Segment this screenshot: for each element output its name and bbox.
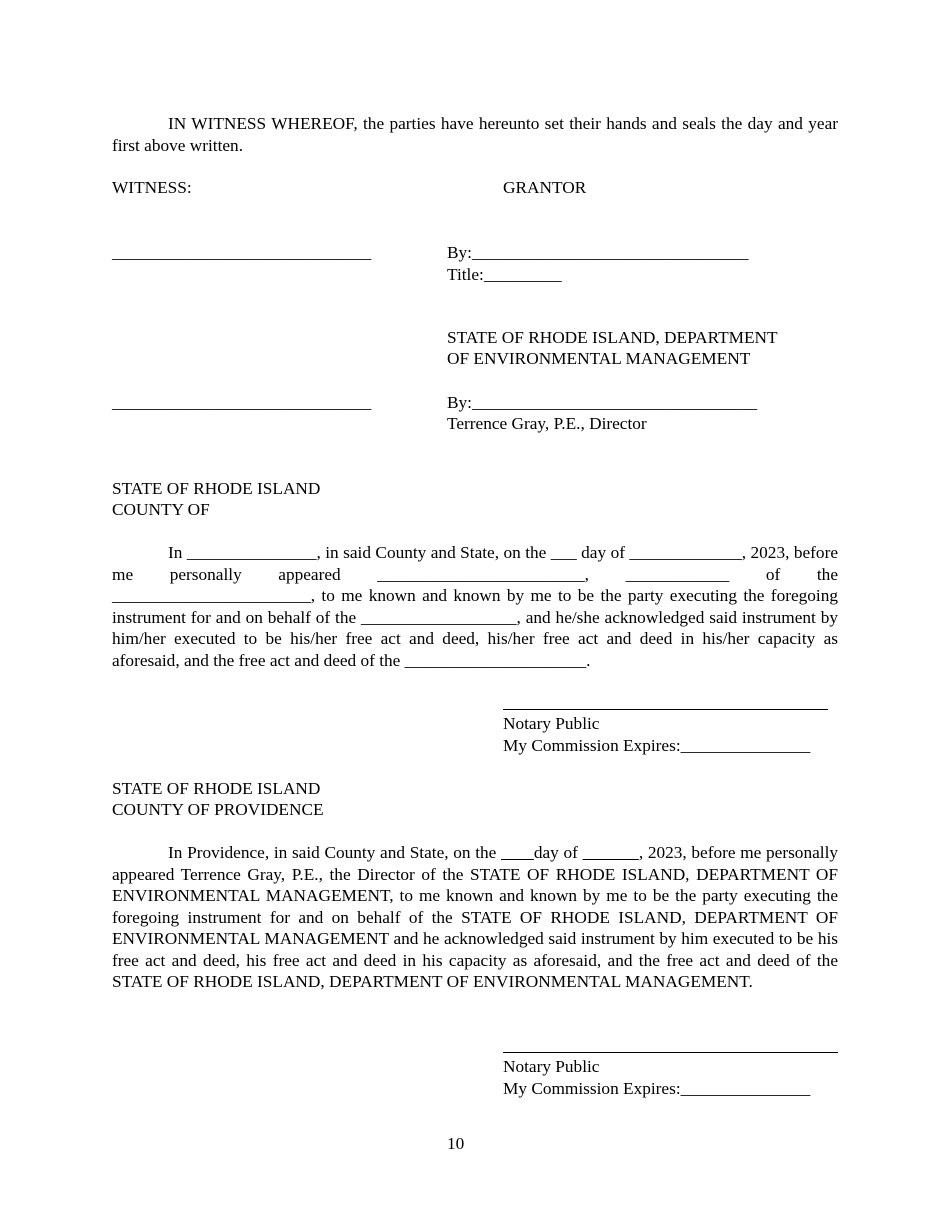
ack2-body-rest: , 2023, before me personally appeared Terrence Gray, P.E., the Director of the STATE OF RHODE ISLAND, DEPARTMENT OF ENVIRONMENTAL MANAGEMENT, to me known and known by me to be the party executing the foregoing instrument for and on behalf of the STATE OF RHODE ISLAND, DEPARTMENT OF ENVIRONMENTAL MANAGEMENT and he acknowledged said instrument by him executed to be his free act and deed, his free act and deed in his capacity as aforesaid, and the free act and deed of the STATE OF RHODE ISLAND, DEPARTMENT OF ENVIRONMENTAL MANAGEMENT. — [112, 843, 839, 991]
ack2-day-blank — [501, 843, 534, 862]
ack2-body — [112, 842, 838, 993]
witness-signature-line-1: ______________________________ — [112, 243, 372, 262]
agency-name-line-2: OF ENVIRONMENTAL MANAGEMENT — [447, 349, 751, 368]
ack2-month-blank — [583, 843, 639, 862]
grantor-by-line: By:________________________________ — [447, 243, 749, 262]
ack2-body-middle: day of — [533, 843, 583, 862]
witness-label: WITNESS: — [112, 178, 192, 197]
agency-name-line-1: STATE OF RHODE ISLAND, DEPARTMENT — [447, 328, 778, 347]
agency-signer-name: Terrence Gray, P.E., Director — [447, 414, 647, 433]
ack1-body: In _______________, in said County and State, on the ___ day of _____________, 2023, before me personally appeared ________________________, ____________ of the _______________________, to me known and known by me to be the party executing the foregoing instrument for and on behalf of the __________________, and he/she acknowledged said instrument by him/her executed to be his/her free act and deed, his/her free act and deed in his/her capacity as aforesaid, and the free act and deed of the _____________________. — [112, 543, 838, 670]
ack2-notary-label: Notary Public — [503, 1057, 600, 1076]
agency-by-line: By:_________________________________ — [447, 393, 758, 412]
ack2-body-start: In Providence, in said County and State, on the — [168, 843, 502, 862]
ack1-state: STATE OF RHODE ISLAND — [112, 479, 321, 498]
ack2-notary-signature-rule — [503, 1052, 838, 1053]
ack1-notary-label: Notary Public — [503, 714, 600, 733]
grantor-title-line: Title:_________ — [447, 265, 562, 284]
ack2-state: STATE OF RHODE ISLAND — [112, 779, 321, 798]
ack1-commission-expires: My Commission Expires:_______________ — [503, 736, 811, 755]
grantor-label: GRANTOR — [503, 178, 587, 197]
witness-clause: IN WITNESS WHEREOF, the parties have hereunto set their hands and seals the day and year first above written. — [112, 114, 838, 155]
witness-signature-line-2: ______________________________ — [112, 393, 372, 412]
ack2-county: COUNTY OF PROVIDENCE — [112, 800, 324, 819]
ack1-notary-signature-rule — [503, 709, 828, 710]
ack2-commission-expires: My Commission Expires:_______________ — [503, 1079, 811, 1098]
ack1-county: COUNTY OF — [112, 500, 210, 519]
page-number: 10 — [447, 1134, 465, 1153]
